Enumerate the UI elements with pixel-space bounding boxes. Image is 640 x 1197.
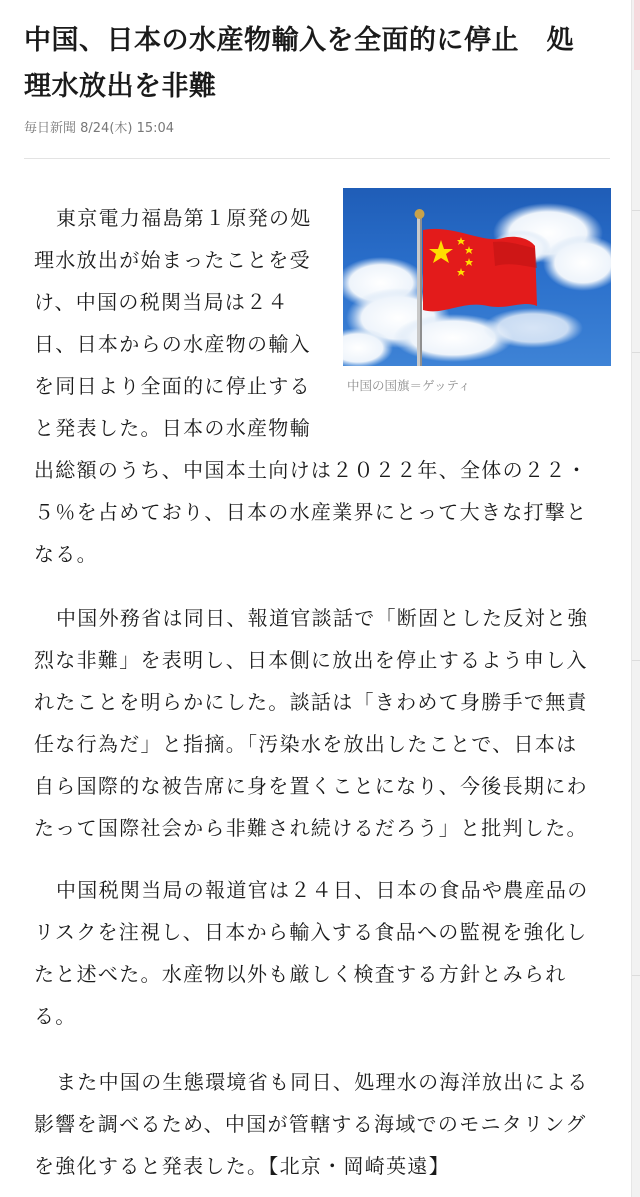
rail-accent <box>634 0 640 70</box>
p4-line: を強化すると発表した。【北京・岡崎英遠】 <box>34 1154 450 1178</box>
article-headline <box>24 18 604 110</box>
rail-divider <box>632 210 640 211</box>
p1-line: け、中国の税関当局は２４ <box>34 290 289 314</box>
p3-line: リスクを注視し、日本から輸入する食品への監視を強化し <box>34 920 588 944</box>
header-divider <box>24 158 610 159</box>
p4-line: 影響を調べるため、中国が管轄する海域でのモニタリング <box>34 1112 587 1136</box>
article-meta: 毎日新聞 8/24(木) 15:04 <box>24 121 175 136</box>
p2-line: 任な行為だ」と指摘。「汚染水を放出したことで、日本は <box>34 732 578 756</box>
rail-divider <box>632 660 640 661</box>
p2-line: 烈な非難」を表明し、日本側に放出を停止するよう申し入 <box>34 648 588 672</box>
p2-line: 中国外務省は同日、報道官談話で「断固とした反対と強 <box>56 606 589 630</box>
p2-line: 自ら国際的な被告席に身を置くことになり、今後長期にわ <box>34 774 588 798</box>
paragraph-1 <box>34 197 588 575</box>
p1-line: なる。 <box>34 542 98 566</box>
headline-line-1: 中国、日本の水産物輸入を全面的に停止 処 <box>24 25 574 56</box>
paragraph-4 <box>34 1061 589 1187</box>
p1-line: 出総額のうち、中国本土向けは２０２２年、全体の２２・ <box>34 458 588 482</box>
p3-line: 中国税関当局の報道官は２４日、日本の食品や農産品の <box>56 878 589 902</box>
p2-line: たって国際社会から非難され続けるだろう」と批判した。 <box>34 816 588 840</box>
p3-line: る。 <box>34 1004 77 1028</box>
rail-divider <box>632 975 640 976</box>
photo-caption: 中国の国旗＝ゲッティ <box>347 378 471 393</box>
paragraph-2 <box>34 597 589 849</box>
p1-line: 東京電力福島第１原発の処 <box>56 206 312 230</box>
paragraph-3 <box>34 869 589 1037</box>
p1-line: を同日より全面的に停止する <box>34 374 311 398</box>
p1-line: 日、日本からの水産物の輸入 <box>34 332 311 356</box>
p1-line: 理水放出が始まったことを受 <box>34 248 311 272</box>
p1-line: ５％を占めており、日本の水産業界にとって大きな打撃と <box>34 500 588 524</box>
p3-line: たと述べた。水産物以外も厳しく検査する方針とみられ <box>34 962 567 986</box>
rail-divider <box>632 352 640 353</box>
right-scroll-rail[interactable] <box>631 0 640 1197</box>
p2-line: れたことを明らかにした。談話は「きわめて身勝手で無責 <box>34 690 588 714</box>
p4-line: また中国の生態環境省も同日、処理水の海洋放出による <box>56 1070 589 1094</box>
headline-line-2: 理水放出を非難 <box>24 71 217 102</box>
p1-line: と発表した。日本の水産物輸 <box>34 416 311 440</box>
